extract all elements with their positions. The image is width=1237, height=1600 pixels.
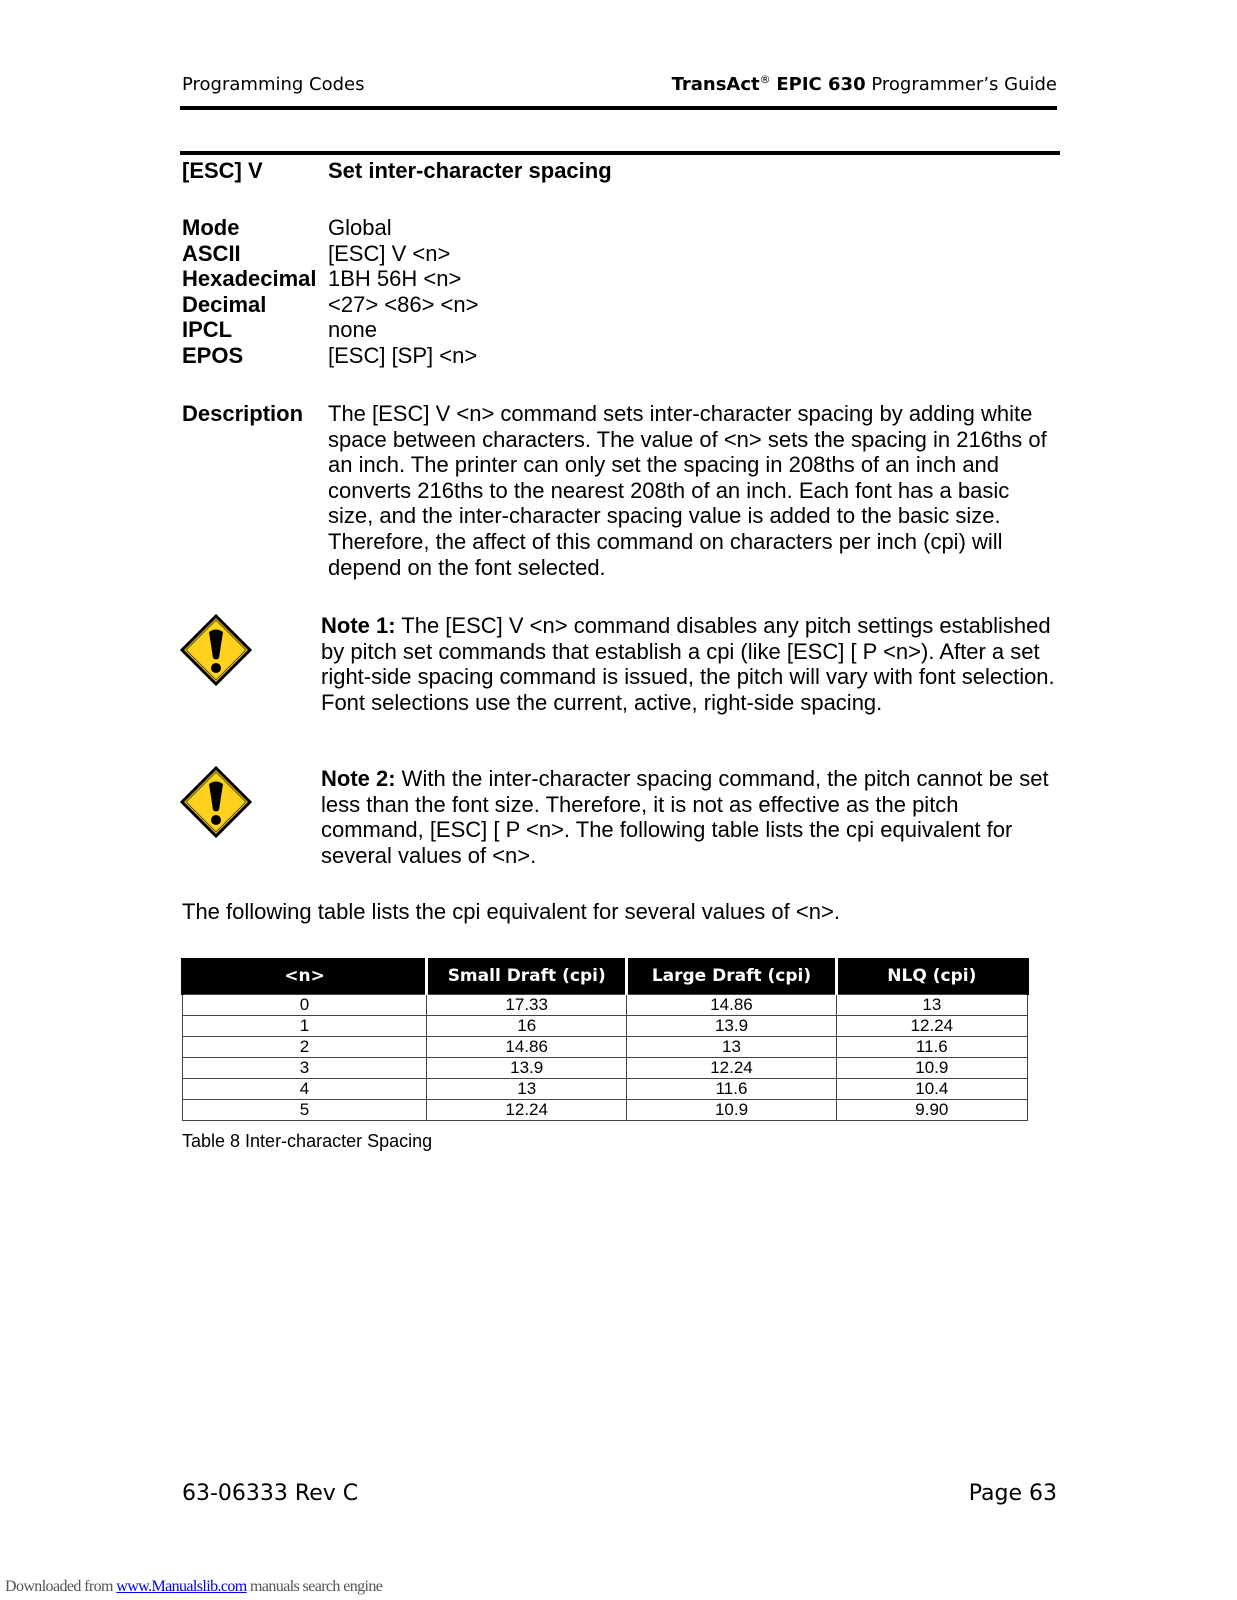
- property-row: [182, 343, 479, 369]
- table-cell: 5: [183, 1100, 427, 1121]
- property-value: [ESC] V <n>: [328, 240, 451, 266]
- table-cell: 0: [183, 995, 427, 1016]
- document-number: 63-06333 Rev C: [182, 1481, 359, 1506]
- table-cell: 10.4: [836, 1079, 1027, 1100]
- table-cell: 11.6: [836, 1037, 1027, 1058]
- table-row: [183, 1058, 1028, 1079]
- note-label: Note 2:: [321, 766, 396, 791]
- command-code: [ESC] V: [182, 158, 263, 183]
- column-header: Large Draft (cpi): [627, 958, 836, 995]
- table-cell: 13: [836, 995, 1027, 1016]
- property-row: [182, 215, 479, 241]
- property-key: IPCL: [182, 317, 233, 342]
- table-cell: 3: [183, 1058, 427, 1079]
- table-cell: 11.6: [627, 1079, 836, 1100]
- registered-mark: ®: [759, 73, 771, 86]
- table-cell: 12.24: [427, 1100, 627, 1121]
- table-row: [183, 1016, 1028, 1037]
- property-key: Decimal: [182, 291, 267, 317]
- property-key: Mode: [182, 215, 240, 240]
- description-label: Description: [182, 401, 304, 426]
- cpi-table: [181, 958, 1029, 1121]
- manualslib-link[interactable]: www.Manualslib.com: [116, 1578, 247, 1595]
- property-value: Global: [328, 215, 392, 240]
- table-cell: 12.24: [836, 1016, 1027, 1037]
- running-header-section: Programming Codes: [182, 74, 365, 95]
- table-cell: 17.33: [427, 995, 627, 1016]
- property-row: [182, 266, 479, 292]
- table-cell: 14.86: [427, 1037, 627, 1058]
- download-banner: [5, 1578, 382, 1596]
- table-cell: 13.9: [427, 1058, 627, 1079]
- section-rule: [180, 151, 1060, 155]
- property-key: EPOS: [182, 342, 244, 368]
- property-value: none: [328, 317, 377, 342]
- table-intro: The following table lists the cpi equivalent for several values of <n>.: [182, 899, 840, 924]
- table-row: [183, 995, 1028, 1016]
- warning-icon: [180, 766, 252, 838]
- download-prefix: Downloaded from: [5, 1578, 117, 1595]
- property-key: Hexadecimal: [182, 266, 317, 291]
- property-key: ASCII: [182, 240, 241, 266]
- brand-name: TransAct: [671, 74, 760, 95]
- note-2: [321, 766, 1056, 868]
- table-row: [183, 1079, 1028, 1100]
- table-cell: 4: [183, 1079, 427, 1100]
- note-label: Note 1:: [321, 613, 396, 638]
- description-text: The [ESC] V <n> command sets inter-character spacing by adding white space between characters. The value of <n> sets the spacing in 216ths of an inch. The printer can only set the spacing in 208ths of an inch and converts 216ths to the nearest 208th of an inch. Each font has a basic size, and the inter-character spacing value is added to the basic size. Therefore, the affect of this command on characters per inch (cpi) will depend on the font selected.: [328, 401, 1047, 580]
- property-row: [182, 317, 479, 343]
- note-text: The [ESC] V <n> command disables any pitch settings established by pitch set commands that establish a cpi (like [ESC] [ P <n>). After a set right-side spacing command is issued, the pitch will vary with font selection. Font selections use the current, active, right-side spacing.: [321, 613, 1055, 715]
- note-text: With the inter-character spacing command, the pitch cannot be set less than the font size. Therefore, it is not as effective as the pitch command, [ESC] [ P <n>. The following table lists the cpi equivalent for several values of <n>.: [321, 766, 1049, 868]
- table-header-row: [183, 958, 1028, 995]
- table-cell: 10.9: [627, 1100, 836, 1121]
- page-number: Page 63: [968, 1481, 1057, 1506]
- column-header: <n>: [183, 958, 427, 995]
- table-row: [183, 1100, 1028, 1121]
- table-cell: 13: [427, 1079, 627, 1100]
- property-value: 1BH 56H <n>: [328, 266, 462, 291]
- command-title: Set inter-character spacing: [328, 158, 612, 183]
- download-suffix: manuals search engine: [246, 1578, 383, 1595]
- model-name: EPIC 630: [776, 74, 866, 95]
- table-row: [183, 1037, 1028, 1058]
- table-caption: Table 8 Inter-character Spacing: [182, 1131, 433, 1151]
- guide-name: Programmer’s Guide: [871, 74, 1057, 95]
- table-cell: 13: [627, 1037, 836, 1058]
- column-header: Small Draft (cpi): [427, 958, 627, 995]
- table-cell: 2: [183, 1037, 427, 1058]
- header-rule: [180, 106, 1057, 110]
- table-cell: 1: [183, 1016, 427, 1037]
- property-row: [182, 292, 479, 318]
- table-cell: 13.9: [627, 1016, 836, 1037]
- running-header-title: [672, 73, 1057, 95]
- property-value: <27> <86> <n>: [328, 291, 479, 317]
- note-1: [321, 613, 1056, 715]
- table-cell: 9.90: [836, 1100, 1027, 1121]
- table-cell: 10.9: [836, 1058, 1027, 1079]
- command-properties: [182, 215, 479, 368]
- property-row: [182, 241, 479, 267]
- property-value: [ESC] [SP] <n>: [328, 342, 478, 368]
- table-cell: 16: [427, 1016, 627, 1037]
- table-cell: 12.24: [627, 1058, 836, 1079]
- warning-icon: [180, 614, 252, 686]
- table-cell: 14.86: [627, 995, 836, 1016]
- column-header: NLQ (cpi): [836, 958, 1027, 995]
